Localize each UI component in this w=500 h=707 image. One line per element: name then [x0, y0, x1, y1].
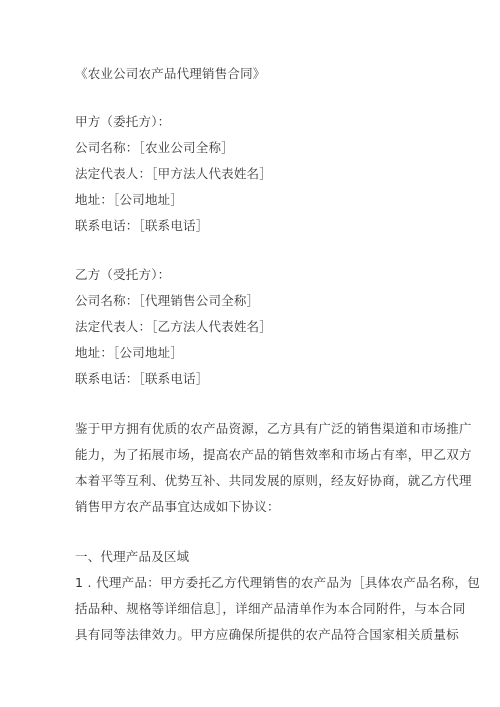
- clause-line: 具有同等法律效力。甲方应确保所提供的农产品符合国家相关质量标: [75, 627, 460, 642]
- clause-line: 括品种、规格等详细信息］，详细产品清单作为本合同附件，与本合同: [75, 601, 466, 616]
- party-b-phone: 联系电话：［联系电话］: [75, 371, 209, 386]
- party-a-representative: 法定代表人：［甲方法人代表姓名］: [75, 166, 272, 181]
- party-b-address: 地址：［公司地址］: [75, 345, 184, 360]
- preamble-line: 销售甲方农产品事宜达成如下协议：: [75, 499, 280, 514]
- party-b-company: 公司名称：［代理销售公司全称］: [75, 293, 260, 308]
- preamble-line: 本着平等互利、优势互补、共同发展的原则，经友好协商，就乙方代理: [75, 473, 472, 488]
- document-title: 《农业公司农产品代理销售合同》: [75, 66, 266, 81]
- party-a-address: 地址：［公司地址］: [75, 192, 184, 207]
- section1-heading: 一、代理产品及区域: [75, 549, 190, 564]
- party-b-representative: 法定代表人：［乙方法人代表姓名］: [75, 319, 272, 334]
- preamble-line: 能力，为了拓展市场，提高农产品的销售效率和市场占有率，甲乙双方: [75, 447, 472, 462]
- preamble-line: 鉴于甲方拥有优质的农产品资源，乙方具有广泛的销售渠道和市场推广: [75, 421, 472, 436]
- party-b-heading: 乙方（受托方）：: [75, 267, 171, 282]
- party-a-phone: 联系电话：［联系电话］: [75, 218, 209, 233]
- clause-line: 1 . 代理产品：甲方委托乙方代理销售的农产品为［具体农产品名称，包: [75, 575, 481, 590]
- party-a-heading: 甲方（委托方）：: [75, 114, 171, 129]
- party-a-company: 公司名称：［农业公司全称］: [75, 140, 234, 155]
